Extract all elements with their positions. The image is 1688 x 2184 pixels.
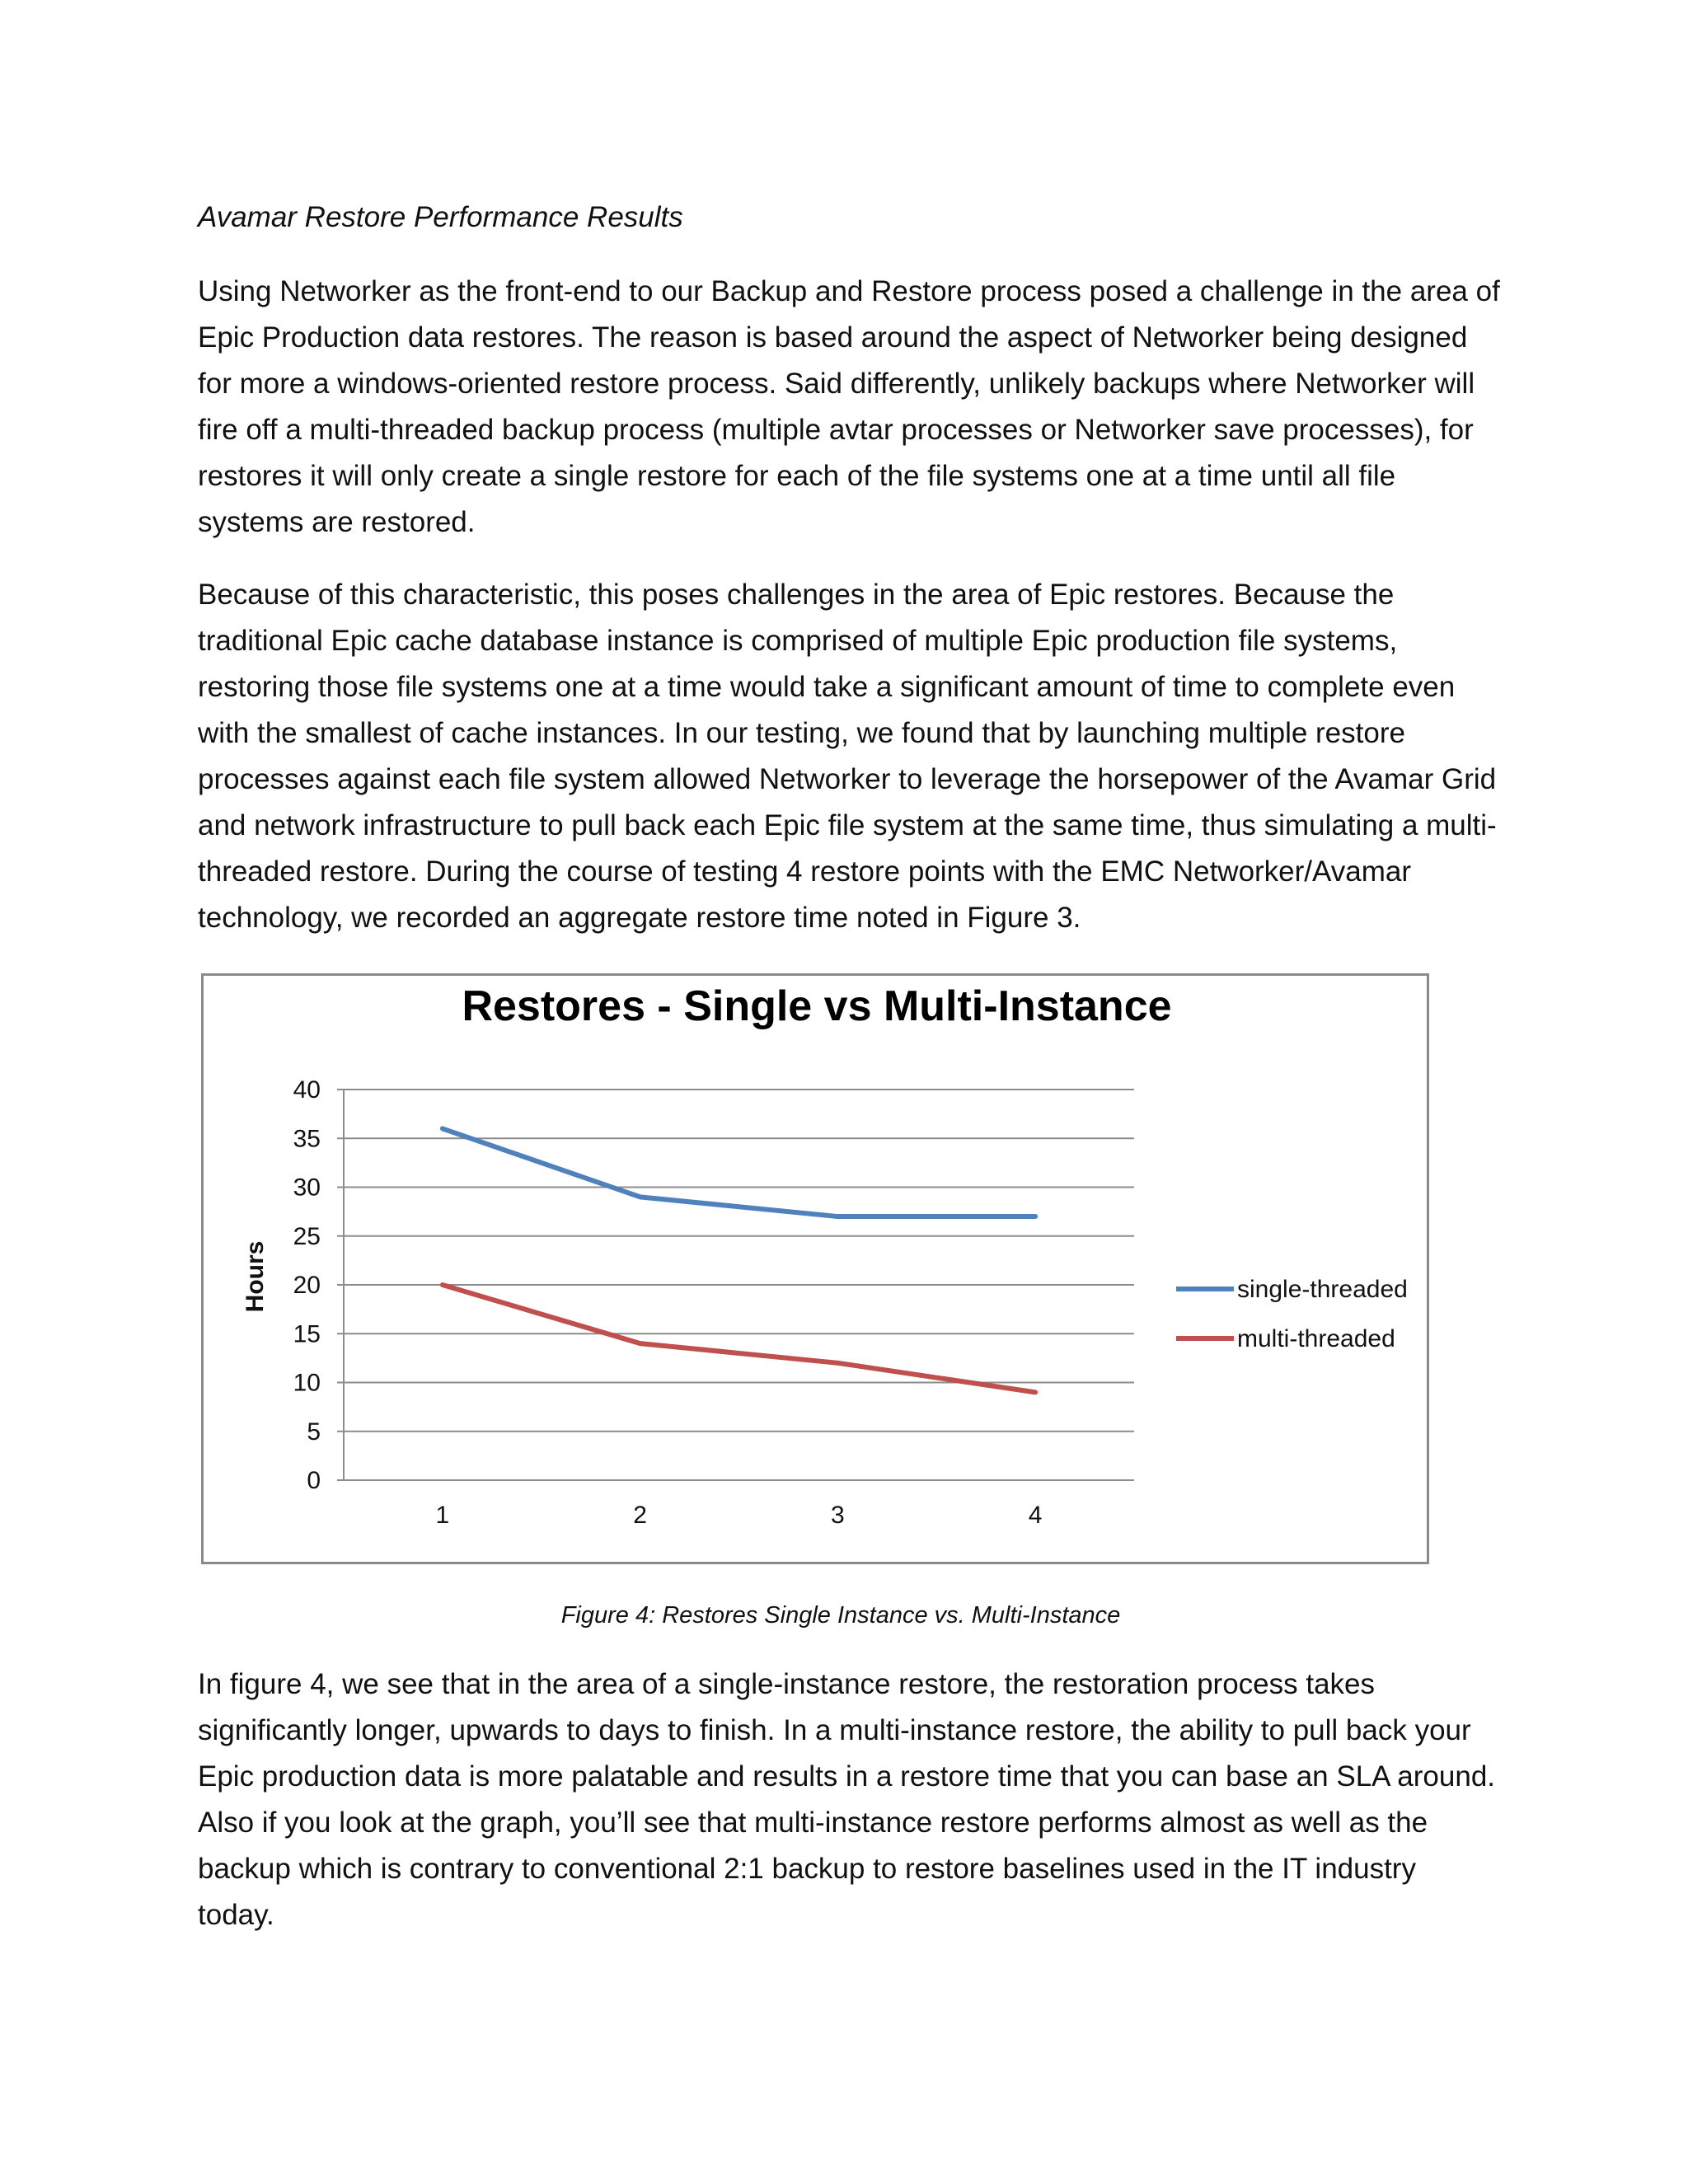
paragraph-1: Using Networker as the front-end to our Backup and Restore process posed a challenge in the area of Epic Production data restores. The reason is based around the aspect of Networker being designed for more a windows-oriented restore process. Said differently, unlikely backups where Networker will fire off a multi-threaded backup process (multiple avtar processes or Networker save processes), for restores it will only create a single restore for each of the file systems one at a time until all file systems are restored. xyxy=(198,275,1500,538)
data-point-multi-threaded-4 xyxy=(1033,1390,1038,1394)
data-point-single-threaded-4 xyxy=(1033,1214,1038,1219)
y-tick-label-0: 0 xyxy=(307,1467,321,1494)
paragraph-3: In figure 4, we see that in the area of a single-instance restore, the restoration process takes significantly longer, upwards to days to finish. In a multi-instance restore, the ability to pull back your Epic production data is more palatable and results in a restore time that you can base an SLA around. Also if you look at the graph, you’ll see that multi-instance restore performs almost as well as the backup which is contrary to conventional 2:1 backup to restore baselines used in the IT industry today. xyxy=(198,1668,1496,1931)
paragraph-2: Because of this characteristic, this poses challenges in the area of Epic restores. Because the traditional Epic cache database instance is comprised of multiple Epic production file systems, restoring those file systems one at a time would take a significant amount of time to complete even with the smallest of cache instances. In our testing, we found that by launching multiple restore processes against each file system allowed Networker to leverage the horsepower of the Avamar Grid and network infrastructure to pull back each Epic file system at the same time, thus simulating a multi-threaded restore. During the course of testing 4 restore points with the EMC Networker/Avamar technology, we recorded an aggregate restore time noted in Figure 3. xyxy=(198,579,1497,934)
y-tick-label-25: 25 xyxy=(293,1222,321,1250)
gridlines xyxy=(344,1090,1134,1432)
legend-label-multi-threaded: multi-threaded xyxy=(1237,1325,1395,1352)
data-point-single-threaded-3 xyxy=(835,1214,840,1219)
series-line-multi-threaded xyxy=(443,1285,1035,1392)
legend xyxy=(1176,1276,1408,1352)
x-tick-label-2: 2 xyxy=(633,1502,647,1529)
y-tick-label-20: 20 xyxy=(293,1272,321,1299)
chart-frame xyxy=(201,973,1429,1564)
figure-caption: Figure 4: Restores Single Instance vs. Multi-Instance xyxy=(560,1602,1121,1629)
y-tick-label-40: 40 xyxy=(293,1076,321,1104)
chart-title: Restores - Single vs Multi-Instance xyxy=(462,982,1172,1030)
data-point-multi-threaded-3 xyxy=(835,1361,840,1366)
y-axis-label: Hours xyxy=(241,1240,269,1313)
y-tick-label-30: 30 xyxy=(293,1174,321,1202)
section-title: Avamar Restore Performance Results xyxy=(198,201,683,233)
x-tick-label-3: 3 xyxy=(831,1502,845,1529)
data-point-single-threaded-1 xyxy=(440,1126,445,1131)
data-point-multi-threaded-2 xyxy=(638,1341,643,1346)
x-tick-label-4: 4 xyxy=(1028,1502,1043,1529)
data-point-multi-threaded-1 xyxy=(440,1282,445,1287)
y-tick-label-5: 5 xyxy=(307,1418,321,1446)
y-tick-labels xyxy=(293,1076,321,1494)
y-tick-label-15: 15 xyxy=(293,1320,321,1348)
x-tick-label-1: 1 xyxy=(435,1502,450,1529)
y-tick-label-10: 10 xyxy=(293,1369,321,1397)
x-tick-labels xyxy=(436,1502,1043,1529)
series-line-single-threaded xyxy=(443,1128,1035,1216)
legend-label-single-threaded: single-threaded xyxy=(1237,1276,1408,1303)
y-tick-label-35: 35 xyxy=(293,1125,321,1153)
data-point-single-threaded-2 xyxy=(638,1194,643,1199)
line-chart xyxy=(204,976,1427,1562)
series-lines xyxy=(440,1126,1038,1394)
